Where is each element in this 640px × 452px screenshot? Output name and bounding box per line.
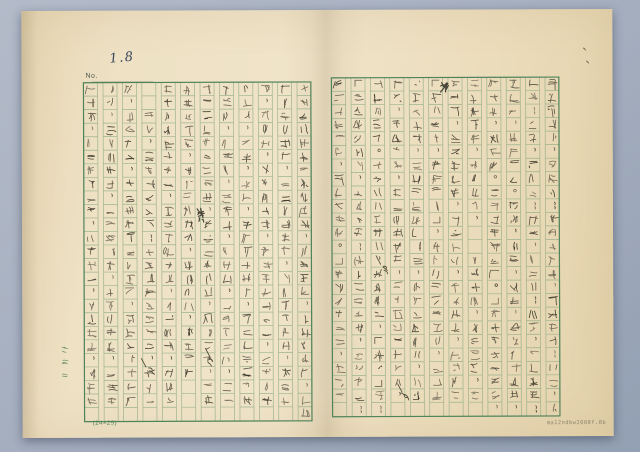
ink-stroke — [62, 360, 68, 364]
ink-stroke — [398, 384, 409, 400]
ink-stroke — [197, 208, 204, 222]
ink-stroke — [141, 359, 153, 377]
handwritten-page-number: 1.8 — [108, 49, 136, 67]
ink-stroke — [441, 83, 449, 92]
watermark-id: ma12ndbw2008f.8b — [546, 419, 607, 427]
paper-brand-mark — [62, 347, 68, 352]
ink-stroke — [586, 61, 588, 63]
ink-annotations-layer — [21, 9, 613, 438]
ink-stroke — [62, 347, 68, 352]
ink-stroke — [205, 348, 212, 366]
manuscript-paper — [21, 9, 613, 438]
correction-scribble — [441, 83, 449, 92]
insertion-mark — [205, 348, 212, 366]
ink-stroke — [62, 374, 67, 377]
insertion-mark — [376, 256, 388, 274]
paper-brand-mark — [62, 360, 68, 364]
insertion-mark — [141, 359, 153, 377]
insertion-mark — [398, 384, 409, 400]
ink-stroke — [376, 256, 388, 274]
paper-size-label: (24×25) — [92, 420, 118, 427]
page-number-label: No. — [85, 72, 98, 80]
ink-stroke — [583, 48, 585, 50]
ink-speck — [586, 61, 588, 63]
ink-speck — [583, 48, 585, 50]
correction-scribble — [197, 208, 204, 222]
paper-brand-mark — [62, 374, 67, 377]
